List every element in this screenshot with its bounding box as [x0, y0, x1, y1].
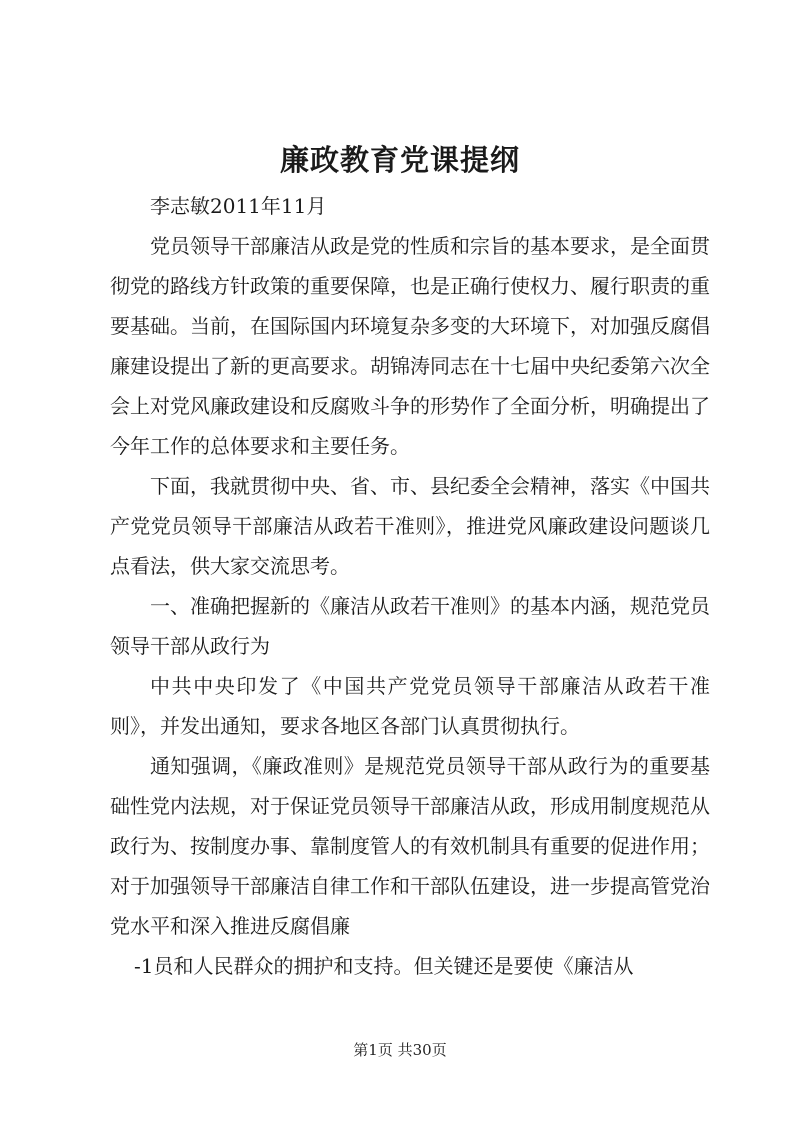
document-body — [110, 186, 710, 986]
paragraph-4: 通知强调，《廉政准则》是规范党员领导干部从政行为的重要基础性党内法规，对于保证党员领导干部廉洁从政，形成用制度规范从政行为、按制度办事、靠制度管人的有效机制具有重要的促进作用；对于加强领导干部廉洁自律工作和干部队伍建设，进一步提高管党治党水平和深入推进反腐倡廉 — [110, 754, 710, 938]
document-title: 廉政教育党课提纲 — [279, 143, 520, 177]
paragraph-2: 下面，我就贯彻中央、省、市、县纪委全会精神，落实《中国共产党党员领导干部廉洁从政若干准则》，推进党风廉政建设问题谈几点看法，供大家交流思考。 — [110, 474, 710, 578]
paragraph-1: 党员领导干部廉洁从政是党的性质和宗旨的基本要求，是全面贯彻党的路线方针政策的重要保障，也是正确行使权力、履行职责的重要基础。当前，在国际国内环境复杂多变的大环境下，对加强反腐倡廉建设提出了新的更高要求。胡锦涛同志在十七届中央纪委第六次全会上对党风廉政建设和反腐败斗争的形势作了全面分析，明确提出了今年工作的总体要求和主要任务。 — [110, 234, 710, 458]
paragraph-3: 中共中央印发了《中国共产党党员领导干部廉洁从政若干准则》，并发出通知，要求各地区各部门认真贯彻执行。 — [110, 674, 710, 738]
author-date-line: 李志敏2011年11月 — [150, 194, 327, 218]
paragraph-5: -1员和人民群众的拥护和支持。但关键还是要使《廉洁从 — [134, 954, 634, 978]
page-number-footer: 第1页 共30页 — [353, 1041, 447, 1059]
section-heading-1: 一、准确把握新的《廉洁从政若干准则》的基本内涵，规范党员领导干部从政行为 — [110, 594, 710, 658]
